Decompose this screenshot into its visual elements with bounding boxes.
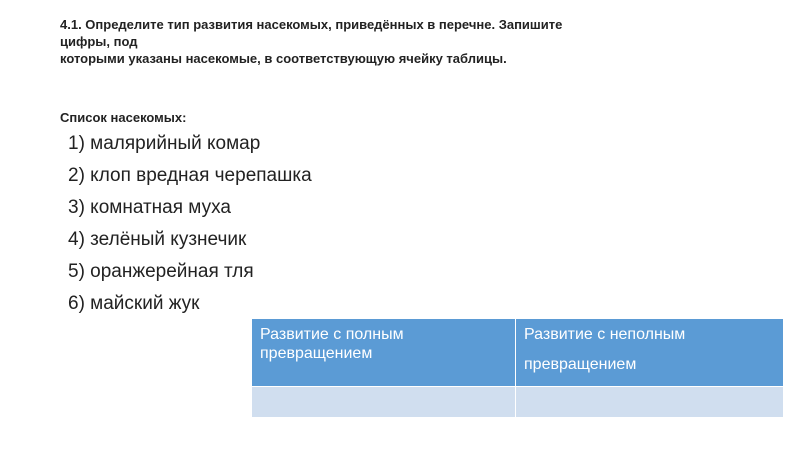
answer-cell-complete[interactable] xyxy=(252,387,516,418)
task-line-2: цифры, под xyxy=(60,34,138,49)
header-incomplete-metamorphosis: Развитие с неполным превращением xyxy=(516,319,784,387)
insect-list xyxy=(68,128,312,320)
table-row xyxy=(252,387,784,418)
answer-table xyxy=(251,318,784,418)
list-heading: Список насекомых: xyxy=(60,110,187,125)
answer-cell-incomplete[interactable] xyxy=(516,387,784,418)
list-item: 2) клоп вредная черепашка xyxy=(68,165,312,186)
task-text xyxy=(60,16,760,67)
list-item: 1) малярийный комар xyxy=(68,133,261,154)
list-item: 6) майский жук xyxy=(68,293,200,314)
list-item: 4) зелёный кузнечик xyxy=(68,229,247,250)
header-complete-metamorphosis: Развитие с полным превращением xyxy=(252,319,516,387)
list-item: 5) оранжерейная тля xyxy=(68,261,254,282)
task-line-1: 4.1. Определите тип развития насекомых, приведённых в перечне. Запишите xyxy=(60,17,563,32)
task-line-3: которыми указаны насекомые, в соответствующую ячейку таблицы. xyxy=(60,51,507,66)
table-header-row xyxy=(252,319,784,387)
list-item: 3) комнатная муха xyxy=(68,197,231,218)
